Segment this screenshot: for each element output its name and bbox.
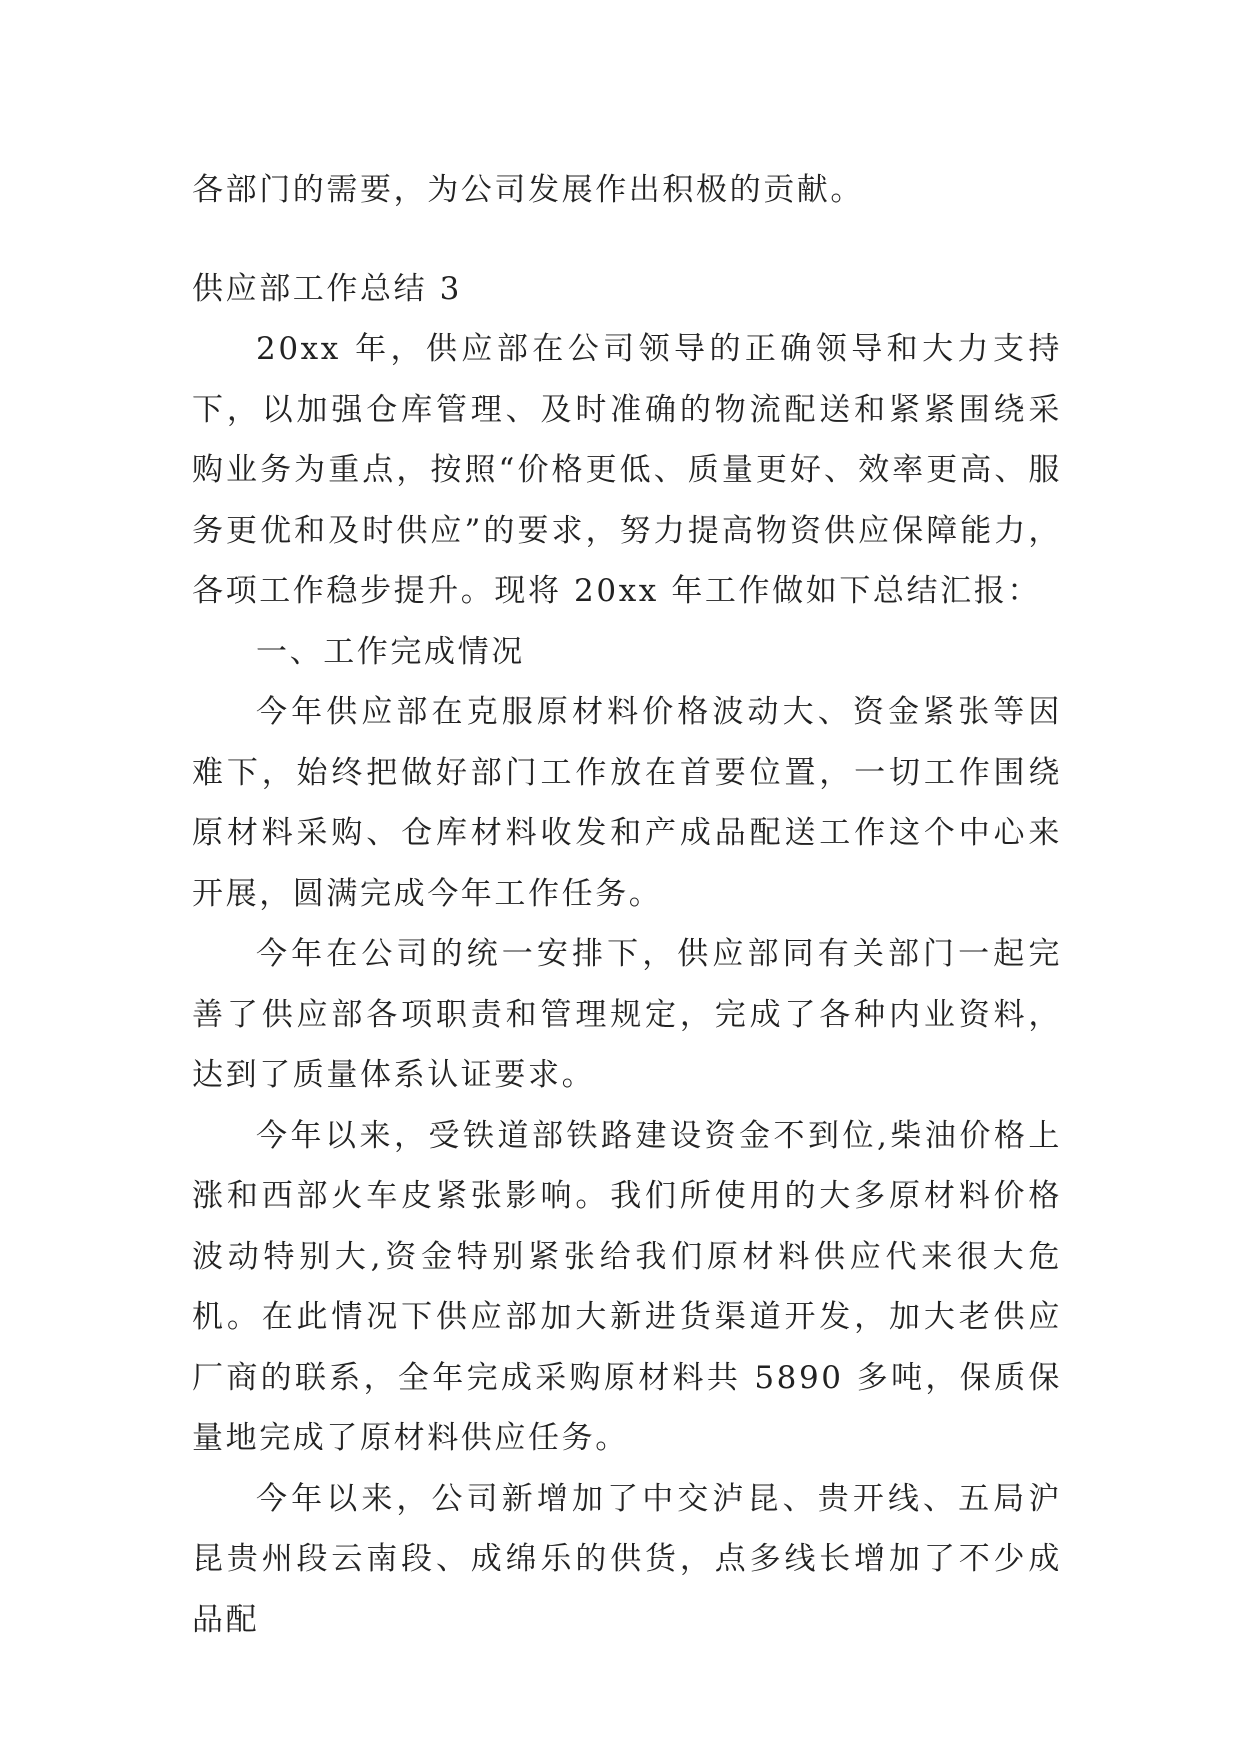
paragraph-body: 今年以来，受铁道部铁路建设资金不到位,柴油价格上涨和西部火车皮紧张影响。我们所使用的大多原材料价格波动特别大,资金特别紧张给我们原材料供应代来很大危机。在此情况下供应部加大新进货渠道开发，加大老供应厂商的联系，全年完成采购原材料共 5890 多吨，保质保量地完成了原材料供应任务。: [192, 1117, 1062, 1456]
document-body: [192, 160, 1062, 1650]
paragraph-body: 今年供应部在克服原材料价格波动大、资金紧张等因难下，始终把做好部门工作放在首要位置，一切工作围绕原材料采购、仓库材料收发和产成品配送工作这个中心来开展，圆满完成今年工作任务。: [192, 694, 1062, 912]
paragraph-intro: 20xx 年，供应部在公司领导的正确领导和大力支持下，以加强仓库管理、及时准确的物流配送和紧紧围绕采购业务为重点，按照“价格更低、质量更好、效率更高、服务更优和及时供应”的要求，努力提高物资供应保障能力，各项工作稳步提升。现将 20xx 年工作做如下总结汇报：: [192, 331, 1062, 609]
section-heading: 一、工作完成情况: [256, 633, 525, 670]
paragraph-body: 今年在公司的统一安排下，供应部同有关部门一起完善了供应部各项职责和管理规定，完成了各种内业资料，达到了质量体系认证要求。: [192, 936, 1062, 1093]
section-title: 供应部工作总结 3: [192, 270, 462, 307]
paragraph-body: 今年以来，公司新增加了中交泸昆、贵开线、五局沪昆贵州段云南段、成绵乐的供货，点多线长增加了不少成品配: [192, 1480, 1062, 1638]
paragraph-continuation: 各部门的需要，为公司发展作出积极的贡献。: [192, 172, 864, 208]
